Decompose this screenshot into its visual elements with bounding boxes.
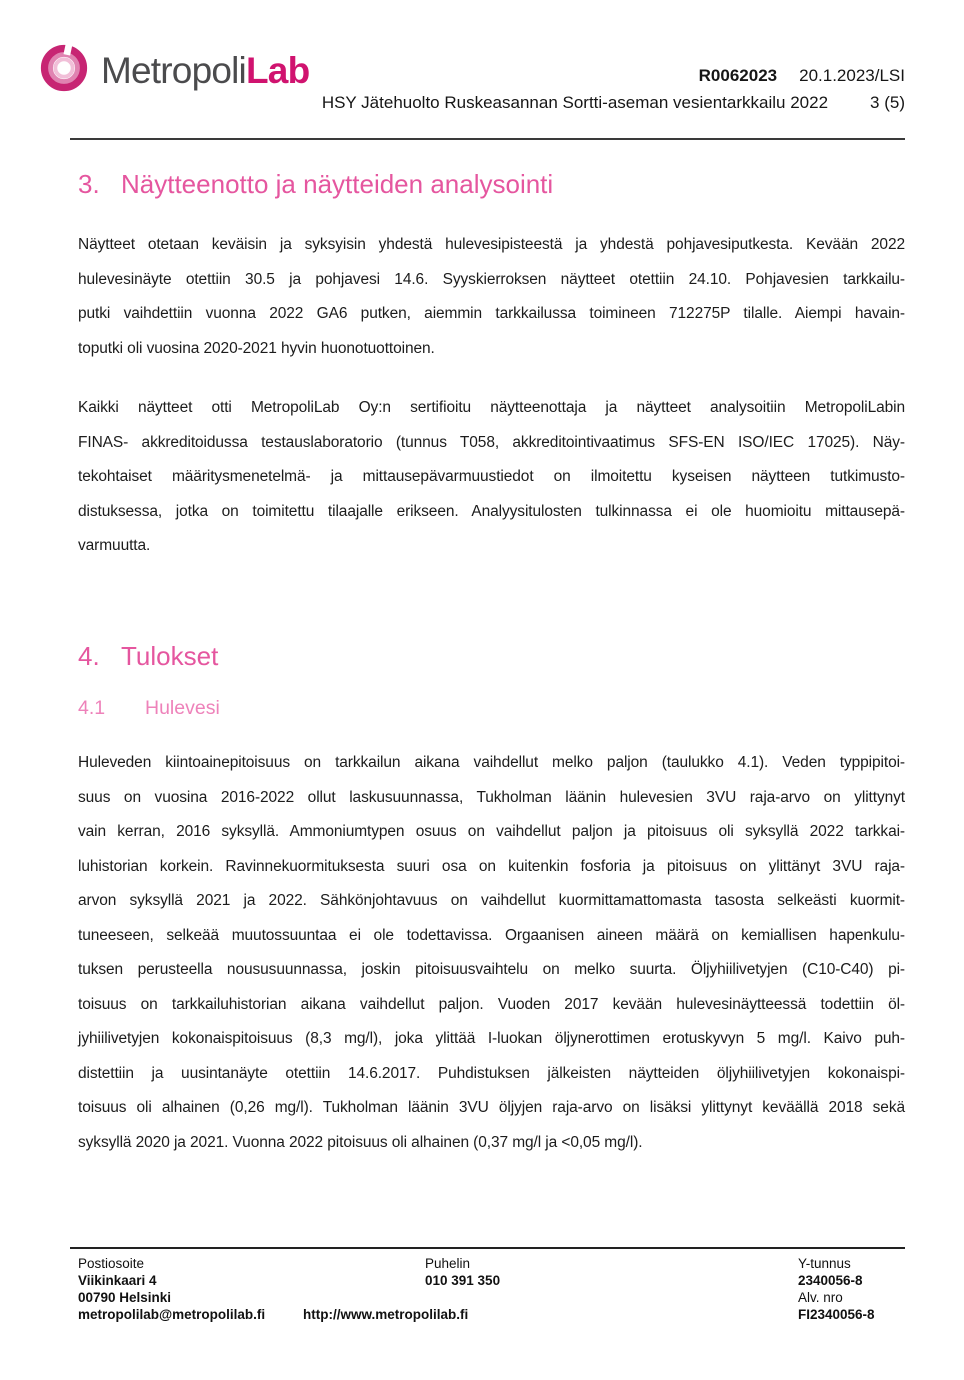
paragraph-line: Näytteet otetaan keväisin ja syksyisin yhdestä hulevesipisteestä ja yhdestä pohjavesiputkesta. Kevään 2022 [78,236,905,253]
logo-text-metropoli: Metropoli [101,49,246,91]
logo-wordmark [101,50,309,92]
subsection-41-title: Hulevesi [145,697,220,719]
page-indicator: 3 (5) [870,93,905,112]
vat-number: FI2340056-8 [798,1307,875,1322]
section-3-heading [78,168,918,200]
paragraph-line: distuksessa, jotka on toimitettu tilaajalle erikseen. Analyysitulosten tulkinnassa ei ole huomioitu mittausepä- [78,502,905,520]
postal-street: Viikinkaari 4 [78,1273,157,1288]
header-divider [70,138,905,140]
paragraph-sampling-1 [78,228,905,366]
page-footer [0,1256,964,1334]
paragraph-line: tekohtaiset määritysmenetelmä- ja mittausepävarmuustiedot on ilmoitettu kyseisen näytteen tutkimusto- [78,468,905,485]
paragraph-line: hulevesinäyte otettiin 30.5 ja pohjavesi 14.6. Syyskierroksen näytteet otettiin 24.10. Pohjavesien tarkkailu- [78,270,905,288]
header-meta-line1 [322,62,905,89]
header-meta [322,62,905,116]
paragraph-line: toisuus oli alhainen (0,26 mg/l). Tukholman läänin 3VU öljyjen raja-arvo on lisäksi ylittynyt keväällä 2018 sekä [78,1099,905,1116]
postal-city: 00790 Helsinki [78,1290,172,1305]
metropolilab-logo [38,42,309,99]
paragraph-line: jyhiilivetyjen kokonaispitoisuus (8,3 mg/l), joka ylittää I-luokan öljynerottimen erotuskyvyn 5 mg/l. Kaivo puh- [78,1030,905,1047]
footer-divider [70,1247,905,1249]
paragraph-line: suus on vuosina 2016-2022 ollut laskusuunnassa, Tukholman läänin hulevesien 3VU raja-arvo on ylittynyt [78,788,905,806]
paragraph-line: toputki oli vuosina 2020-2021 hyvin huonotuottoinen. [78,339,435,357]
logo-text-lab: Lab [245,49,310,91]
doc-date-ref: 20.1.2023/LSI [799,66,905,85]
paragraph-line: Huleveden kiintoainepitoisuus on tarkkailun aikana vaihdellut melko paljon (taulukko 4.1). Veden typpipitoi- [78,754,905,771]
section-3-number: 3. [78,169,100,199]
business-id-label: Y-tunnus [798,1256,851,1271]
paragraph-sampling-2 [78,391,905,564]
header-meta-line2 [322,89,905,116]
section-4-heading [78,640,918,672]
postal-address-label: Postiosoite [78,1256,145,1271]
website-url: http://www.metropolilab.fi [303,1307,469,1322]
doc-number: R0062023 [698,66,778,85]
phone-label: Puhelin [425,1256,471,1271]
paragraph-line: vain kerran, 2016 syksyllä. Ammoniumtypen osuus on vaihdellut paljon ja pitoisuus oli syksyllä 2022 tarkkai- [78,823,905,840]
paragraph-line: luhistorian korkein. Ravinnekuormituksesta suuri osa on kuitenkin fosforia ja pitoisuus on ylittänyt 3VU raja- [78,857,905,875]
paragraph-line: toisuus on tarkkailuhistorian aikana vaihdellut paljon. Vuoden 2017 kevään hulevesinäytteessä todettiin öl- [78,995,905,1013]
metropolilab-ring-icon [38,42,90,99]
section-4-number: 4. [78,641,100,671]
paragraph-line: FINAS- akkreditoidussa testauslaboratorio (tunnus T058, akkreditointivaatimus SFS-EN ISO/IEC 17025). Näy- [78,433,905,451]
subsection-41-number: 4.1 [78,697,106,719]
vat-number-label: Alv. nro [798,1290,843,1305]
paragraph-line: tuksen perusteella noususuunnassa, joskin pitoisuusvaihtelu on melko suurta. Öljyhiilivetyjen (C10-C40) pi- [78,961,905,978]
paragraph-line: tuneeseen, selkeää muutossuuntaa ei ole todettavissa. Orgaanisen aineen määrä on kemiallisen hapenkulu- [78,926,905,944]
phone-number: 010 391 350 [425,1273,501,1288]
paragraph-line: syksyllä 2020 ja 2021. Vuonna 2022 pitoisuus oli alhainen (0,37 mg/l ja <0,05 mg/l). [78,1133,643,1151]
paragraph-line: putki vaihdettiin vuonna 2022 GA6 putken, aiemmin tarkkailussa toimineen 712275P tilalle. Aiempi havain- [78,305,905,322]
section-3-title: Näytteenotto ja näytteiden analysointi [121,169,554,199]
business-id: 2340056-8 [798,1273,863,1288]
paragraph-line: distettiin ja uusintanäyte otettiin 14.6.2017. Puhdistuksen jälkeisten näytteiden öljyhiilivetyjen kokonaispi- [78,1064,905,1082]
section-4-title: Tulokset [121,641,219,671]
email-address: metropolilab@metropolilab.fi [78,1307,266,1322]
paragraph-line: Kaikki näytteet otti MetropoliLab Oy:n sertifioitu näytteenottaja ja näytteet analysoitiin MetropoliLabin [78,399,905,416]
doc-title: HSY Jätehuolto Ruskeasannan Sortti-aseman vesientarkkailu 2022 [321,93,829,112]
paragraph-hulevesi-results [78,746,905,1160]
paragraph-line: arvon syksyllä 2021 ja 2022. Sähkönjohtavuus on vaihdellut kuormittamattomasta tasosta selkeästi kuormit- [78,892,905,909]
subsection-41-heading [78,697,918,720]
paragraph-line: varmuutta. [78,537,151,554]
